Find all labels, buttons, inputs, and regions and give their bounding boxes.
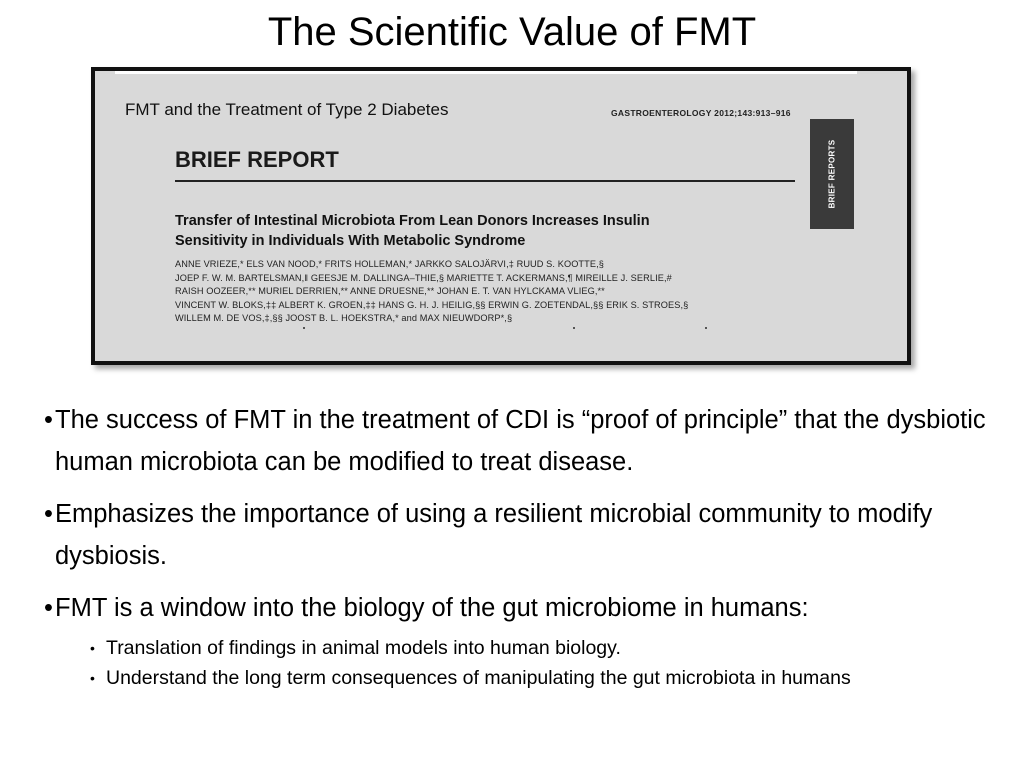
author-line: RAISH OOZEER,** MURIEL DERRIEN,** ANNE DRUESNE,** JOHAN E. T. VAN HYLCKAMA VLIEG,** <box>175 286 605 296</box>
tick-mark <box>705 327 707 329</box>
author-list <box>175 258 688 326</box>
article-title-line: Sensitivity in Individuals With Metabolic Syndrome <box>175 233 526 249</box>
side-tab-label: BRIEF REPORTS <box>827 139 837 209</box>
sub-bullet-marker: • <box>90 670 95 686</box>
author-line: WILLEM M. DE VOS,‡,§§ JOOST B. L. HOEKSTRA,* and MAX NIEUWDORP*,§ <box>175 313 513 323</box>
bullet-list <box>44 399 1024 693</box>
article-title <box>175 211 795 251</box>
bullet-item <box>44 493 1010 577</box>
author-line: VINCENT W. BLOKS,‡‡ ALBERT K. GROEN,‡‡ HANS G. H. J. HEILIG,§§ ERWIN G. ZOETENDAL,§§ ERIK S. STROES,§ <box>175 299 689 310</box>
tick-mark <box>303 327 305 329</box>
article-title-line: Transfer of Intestinal Microbiota From Lean Donors Increases Insulin <box>175 213 650 229</box>
slide-title: The Scientific Value of FMT <box>267 10 757 54</box>
bullet-marker: • <box>44 406 53 434</box>
bullet-item <box>44 399 1024 483</box>
heading-divider <box>175 180 795 182</box>
bullet-marker: • <box>44 594 53 622</box>
sub-bullet-list <box>44 633 1024 693</box>
journal-citation: GASTROENTEROLOGY 2012;143:913–916 <box>611 108 791 118</box>
tick-mark <box>573 327 575 329</box>
sub-bullet-item <box>90 633 1024 663</box>
bullet-item <box>44 587 1024 629</box>
sub-bullet-item <box>90 663 1024 693</box>
author-line: ANNE VRIEZE,* ELS VAN NOOD,* FRITS HOLLEMAN,* JARKKO SALOJÄRVI,‡ RUUD S. KOOTTE,§ <box>175 259 604 269</box>
cropped-text-remnants <box>95 327 907 333</box>
sub-bullet-text: Understand the long term consequences of manipulating the gut microbiota in humans <box>106 667 851 689</box>
paper-top-edge <box>115 71 857 74</box>
bullet-text: FMT is a window into the biology of the gut microbiome in humans: <box>55 594 809 622</box>
bullet-marker: • <box>44 500 53 528</box>
sub-bullet-marker: • <box>90 640 95 656</box>
paper-caption: FMT and the Treatment of Type 2 Diabetes <box>125 100 449 119</box>
bullet-text: Emphasizes the importance of using a resilient microbial community to modify dysbiosis. <box>55 500 933 570</box>
author-line: JOEP F. W. M. BARTELSMAN,‖ GEESJE M. DALLINGA–THIE,§ MARIETTE T. ACKERMANS,¶ MIREILLE J. SERLIE,# <box>175 272 672 283</box>
paper-excerpt-image <box>91 67 911 365</box>
sub-bullet-text: Translation of findings in animal models into human biology. <box>106 637 621 659</box>
bullet-text: The success of FMT in the treatment of CDI is “proof of principle” that the dysbiotic human microbiota can be modified to treat disease. <box>55 406 986 476</box>
brief-reports-side-tab <box>810 119 854 229</box>
brief-report-heading: BRIEF REPORT <box>175 147 339 172</box>
